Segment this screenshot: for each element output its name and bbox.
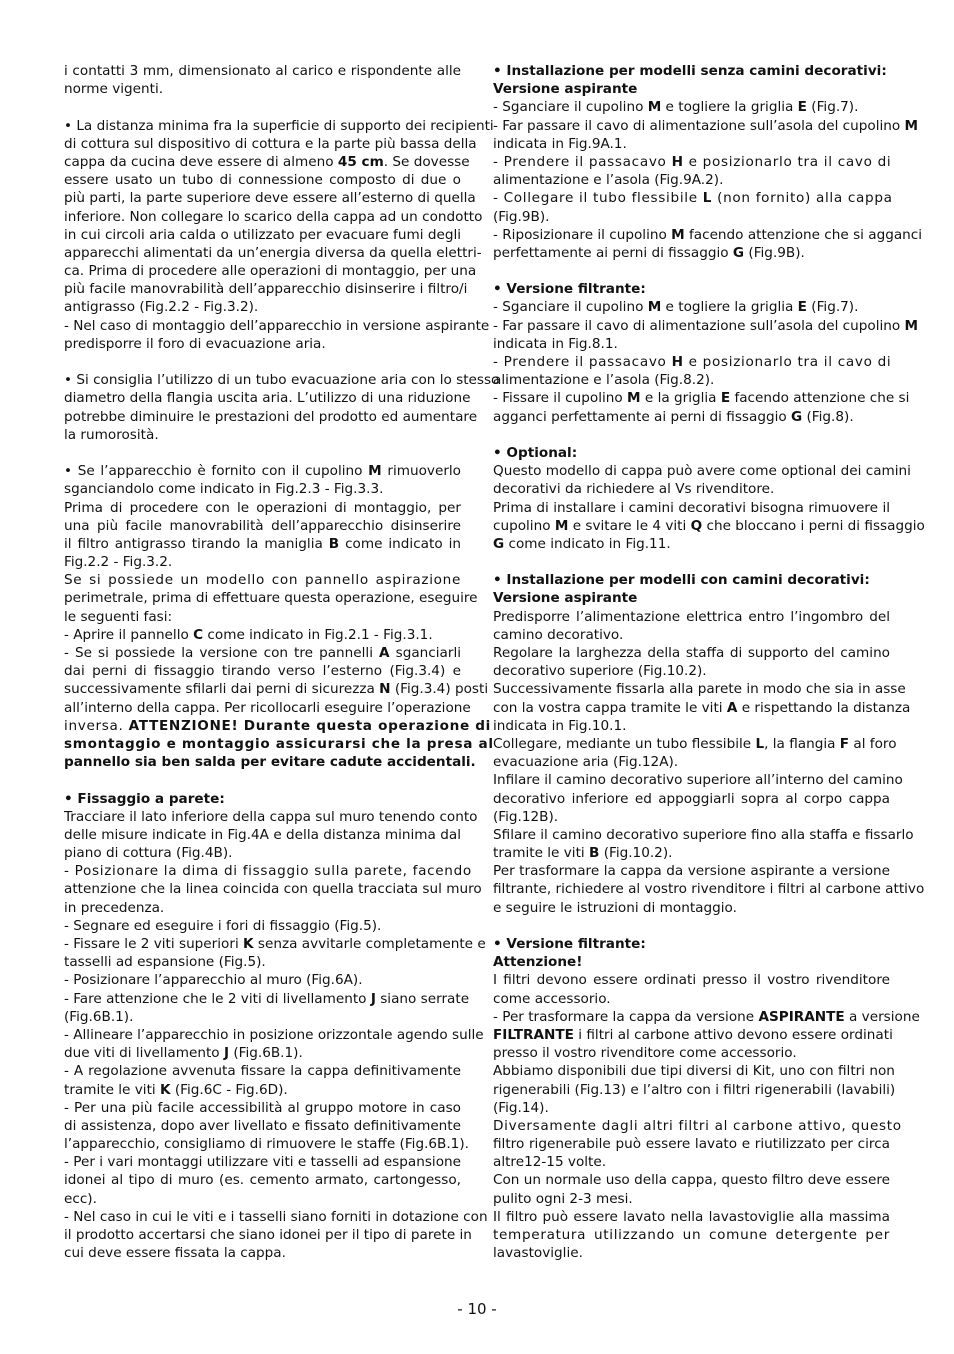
page-number: - 10 - [457, 1300, 497, 1318]
text-line [493, 408, 890, 426]
text-run: . Se dovesse [383, 153, 470, 170]
text-line: evacuazione aria (Fig.12A). [493, 754, 679, 771]
text-run: a versione [844, 1008, 920, 1025]
bold-text: • Optional: [493, 444, 578, 461]
text-line: (Fig.9B). [493, 208, 550, 225]
text-line: alimentazione e l’asola (Fig.9A.2). [493, 172, 724, 189]
text-line: Fig.2.2 - Fig.3.2. [64, 554, 173, 571]
bold-text: G [493, 535, 505, 552]
text-run: (Fig.6C - Fig.6D). [170, 1081, 288, 1098]
bold-text: K [243, 936, 254, 952]
text-line: (Fig.6B.1). [64, 1008, 134, 1025]
text-line: rigenerabili (Fig.13) e l’altro con i filtri rigenerabili (lavabili) [493, 1081, 896, 1098]
text-run: • Se l’apparecchio è fornito con il cupolino [64, 463, 369, 480]
bold-text: M [647, 99, 662, 116]
text-line: e seguire le istruzioni di montaggio. [493, 899, 737, 916]
text-run: cupolino [493, 517, 555, 534]
paragraph-gap [493, 426, 890, 444]
text-run: che bloccano i perni di fissaggio [702, 517, 925, 534]
text-line [64, 644, 461, 662]
bold-text: Attenzione! [493, 954, 583, 971]
bold-text: ATTENZIONE! Durante questa operazione di [128, 717, 492, 734]
text-run: - Far passare il cavo di alimentazione sull’asola del cupolino [493, 117, 905, 134]
left-column [64, 62, 500, 1262]
text-line: Questo modello di cappa può avere come optional dei camini [493, 463, 911, 480]
text-line: sganciandolo come indicato in Fig.2.3 - Fig.3.3. [64, 481, 384, 498]
text-line [493, 226, 923, 244]
bold-text: G [791, 408, 803, 425]
text-line: dai perni di fissaggio tirando verso l’esterno (Fig.3.4) e [64, 663, 461, 680]
text-line [493, 1008, 920, 1026]
text-run: cappa da cucina deve essere di almeno [64, 153, 338, 170]
bold-text: • Installazione per modelli senza camini decorativi: [493, 63, 887, 79]
text-line: presso il vostro rivenditore come accessorio. [493, 1045, 797, 1062]
text-run: come indicato in Fig.2.1 - Fig.3.1. [203, 626, 433, 643]
text-run: (Fig.10.2). [599, 845, 673, 862]
text-run: - Far passare il cavo di alimentazione sull’asola del cupolino [493, 317, 905, 334]
text-run: - Sganciare il cupolino [493, 299, 648, 316]
text-line [493, 444, 890, 462]
text-line: filtrante, richiedere al vostro rivenditore i filtri al carbone attivo [493, 881, 925, 898]
text-line [64, 462, 461, 480]
text-line: come accessorio. [493, 990, 611, 1007]
bold-text: M [368, 463, 382, 480]
text-run: inversa. [64, 717, 129, 734]
bold-text: L [755, 735, 765, 752]
text-line: Prima di procedere con le operazioni di montaggio, per [64, 499, 461, 516]
text-run: senza avvitarle completamente e [253, 936, 486, 952]
bold-text: B [589, 845, 600, 862]
text-line: lavastoviglie. [493, 1245, 583, 1262]
text-line [493, 317, 919, 335]
text-line: il prodotto accertarsi che siano idonei per il tipo di parete in [64, 1227, 472, 1243]
bold-text: C [193, 626, 204, 643]
text-run: tramite le viti [493, 845, 589, 862]
text-line: attenzione che la linea coincida con quella tracciata sul muro [64, 881, 482, 898]
bold-text: • Versione filtrante: [493, 281, 646, 298]
text-run: tramite le viti [64, 1081, 160, 1098]
text-line: cui deve essere fissata la cappa. [64, 1245, 286, 1262]
text-run: e rispettando la distanza [737, 699, 911, 716]
bold-text: • Fissaggio a parete: [64, 790, 225, 807]
text-line: I filtri devono essere ordinati presso il vostro rivenditore [493, 972, 890, 989]
text-line [493, 571, 890, 589]
text-line: di cottura sul dispositivo di cottura e la parte più bassa della [64, 135, 477, 152]
text-line: una più facile manovrabilità dell’apparecchio disinserire [64, 517, 461, 534]
text-run: e svitare le 4 viti [568, 517, 691, 534]
text-run: sganciarli [389, 645, 461, 661]
text-line: • Si consiglia l’utilizzo di un tubo evacuazione aria con lo stesso [64, 372, 500, 389]
text-run: facendo attenzione che si [730, 390, 910, 407]
text-line: indicata in Fig.10.1. [493, 717, 627, 734]
text-run: e togliere la griglia [661, 299, 798, 316]
text-run: Collegare, mediante un tubo flessibile [493, 735, 756, 752]
text-line [64, 990, 470, 1008]
text-run: (Fig.3.4) posti [390, 681, 489, 698]
text-run: - Prendere il passacavo [493, 153, 672, 170]
text-line: Successivamente fissarla alla parete in modo che sia in asse [493, 681, 906, 698]
text-run: come indicato in [339, 535, 461, 552]
bold-text: E [720, 390, 731, 407]
text-line: - Posizionare la dima di fissaggio sulla parete, facendo [64, 863, 472, 880]
text-line [64, 790, 461, 808]
text-run: successivamente sfilarli dai perni di sicurezza [64, 681, 380, 698]
text-line: decorativo inferiore ed appoggiarli sopra al corpo cappa [493, 790, 890, 807]
text-run: i filtri al carbone attivo devono essere ordinati [573, 1026, 893, 1043]
text-run: (Fig.8). [802, 408, 854, 425]
text-line: più parti, la parte superiore deve essere all’esterno di quella [64, 190, 476, 207]
bold-text: A [726, 699, 738, 716]
bold-text: H [671, 153, 684, 170]
text-line: temperatura utilizzando un comune detergente per [493, 1227, 890, 1243]
text-run: - Se si possiede la versione con tre pannelli [64, 645, 380, 661]
text-line: - Nel caso in cui le viti e i tasselli siano forniti in dotazione con [64, 1208, 488, 1225]
text-line: ca. Prima di procedere alle operazioni di montaggio, per una [64, 263, 477, 280]
bold-text: 45 cm [337, 153, 384, 170]
text-run: agganci perfettamente ai perni di fissaggio [493, 408, 792, 425]
bold-text: J [370, 990, 376, 1007]
right-column [493, 62, 925, 1262]
text-line: • La distanza minima fra la superficie di supporto dei recipienti [64, 117, 494, 134]
text-line [64, 935, 486, 953]
bold-text: M [904, 317, 919, 334]
bold-text: M [671, 226, 685, 243]
paragraph-gap [64, 444, 461, 462]
text-run: due viti di livellamento [64, 1045, 224, 1062]
text-run: il filtro antigrasso tirando la maniglia [64, 535, 329, 552]
text-line: - Nel caso di montaggio dell’apparecchio in versione aspirante [64, 317, 490, 334]
text-run: perfettamente ai perni di fissaggio [493, 244, 733, 261]
text-line: Sfilare il camino decorativo superiore fino alla staffa e fissarlo [493, 826, 914, 843]
text-line [493, 844, 890, 862]
text-line [493, 389, 910, 407]
text-line: norme vigenti. [64, 81, 164, 98]
text-line [493, 298, 890, 316]
text-line [64, 626, 461, 644]
text-line: diametro della flangia uscita aria. L’utilizzo di una riduzione [64, 390, 471, 407]
bold-text: B [328, 535, 340, 552]
text-line [64, 153, 470, 171]
text-run: rimuoverlo [381, 463, 462, 480]
text-run: facendo attenzione che si agganci [684, 226, 923, 243]
text-line: Regolare la larghezza della staffa di supporto del camino [493, 645, 890, 661]
text-run: (Fig.9B). [744, 244, 805, 261]
paragraph-gap [64, 771, 461, 789]
text-line: - A regolazione avvenuta fissare la cappa definitivamente [64, 1063, 461, 1080]
text-run: siano serrate [375, 990, 470, 1007]
text-line: Con un normale uso della cappa, questo filtro deve essere [493, 1172, 890, 1189]
bold-text: G [732, 244, 745, 261]
bold-text: Versione aspirante [493, 590, 638, 607]
text-line: piano di cottura (Fig.4B). [64, 845, 233, 862]
text-line: Diversamente dagli altri filtri al carbone attivo, questo [493, 1117, 902, 1134]
paragraph-gap [64, 98, 461, 116]
text-line: all’interno della cappa. Per ricollocarli eseguire l’operazione [64, 699, 471, 716]
text-line: - Posizionare l’apparecchio al muro (Fig.6A). [64, 972, 363, 989]
text-run: (Fig.7). [806, 99, 859, 116]
text-line [493, 62, 890, 80]
text-line: più facile manovrabilità dell’apparecchio disinserire i filtro/i [64, 281, 468, 298]
text-line: Per trasformare la cappa da versione aspirante a versione [493, 863, 890, 880]
text-line: idonei al tipo di muro (es. cemento armato, cartongesso, [64, 1172, 461, 1189]
text-line [493, 153, 890, 171]
text-line: essere usato un tubo di connessione composto di due o [64, 172, 461, 189]
bold-text: pannello sia ben salda per evitare cadute accidentali. [64, 754, 476, 771]
text-run: , la flangia [764, 735, 840, 752]
text-line [493, 589, 890, 607]
text-run: come indicato in Fig.11. [504, 535, 671, 552]
text-line: ecc). [64, 1190, 97, 1207]
bold-text: • Versione filtrante: [493, 936, 646, 952]
bold-text: M [627, 390, 641, 407]
text-run: - Fare attenzione che le 2 viti di livellamento [64, 990, 371, 1007]
text-run: e togliere la griglia [661, 99, 798, 116]
bold-text: A [379, 645, 390, 661]
text-run: - Prendere il passacavo [493, 354, 672, 370]
text-line [493, 1026, 893, 1044]
text-line: decorativo superiore (Fig.10.2). [493, 663, 707, 680]
text-line [493, 735, 897, 753]
text-line: indicata in Fig.9A.1. [493, 135, 627, 152]
text-line [493, 353, 890, 371]
text-line: i contatti 3 mm, dimensionato al carico e rispondente alle [64, 63, 461, 79]
text-line [64, 680, 489, 698]
bold-text: M [904, 117, 919, 134]
bold-text: J [223, 1045, 230, 1062]
text-run: (Fig.7). [806, 299, 859, 316]
text-line: - Allineare l’apparecchio in posizione orizzontale agendo sulle [64, 1026, 484, 1043]
text-line [64, 753, 476, 771]
bold-text: FILTRANTE [493, 1026, 574, 1043]
bold-text: L [702, 190, 713, 207]
text-line: l’apparecchio, consigliamo di rimuovere le staffe (Fig.6B.1). [64, 1136, 469, 1153]
text-line [64, 735, 494, 753]
text-line [493, 244, 890, 262]
text-line: Predisporre l’alimentazione elettrica entro l’ingombro del [493, 608, 890, 625]
text-line: inferiore. Non collegare lo scarico della cappa ad un condotto [64, 208, 483, 225]
bold-text: K [160, 1081, 171, 1098]
text-line: pulito ogni 2-3 mesi. [493, 1190, 633, 1207]
text-run: (non fornito) alla cappa [712, 190, 893, 207]
text-run: e posizionarlo tra il cavo di [683, 354, 892, 370]
bold-text: F [839, 735, 850, 752]
text-run: al foro [849, 735, 897, 752]
text-line: predisporre il foro di evacuazione aria. [64, 335, 326, 352]
bold-text: H [671, 354, 684, 370]
bold-text: M [554, 517, 569, 534]
text-line: di assistenza, dopo aver livellato e fissato definitivamente [64, 1117, 461, 1134]
text-line: in precedenza. [64, 899, 165, 916]
text-line: apparecchi alimentati da un’energia diversa da quella elettri- [64, 244, 482, 261]
text-line [493, 189, 893, 207]
text-run: e la griglia [640, 390, 721, 407]
text-run: - Fissare le 2 viti superiori [64, 936, 244, 952]
text-run: - Riposizionare il cupolino [493, 226, 672, 243]
text-line [64, 1081, 461, 1099]
text-line: - Segnare ed eseguire i fori di fissaggio (Fig.5). [64, 917, 382, 934]
text-line [493, 535, 890, 553]
paragraph-gap [493, 553, 890, 571]
text-line [493, 117, 919, 135]
text-line [493, 935, 890, 953]
text-line: - Per i vari montaggi utilizzare viti e tasselli ad espansione [64, 1154, 461, 1171]
text-line: indicata in Fig.8.1. [493, 335, 618, 352]
text-line: altre12-15 volte. [493, 1154, 607, 1171]
paragraph-gap [493, 262, 890, 280]
text-line [493, 517, 925, 535]
text-line: le seguenti fasi: [64, 608, 173, 625]
text-line [493, 98, 890, 116]
text-line: potrebbe diminuire le prestazioni del prodotto ed aumentare [64, 408, 478, 425]
text-run: - Collegare il tubo flessibile [493, 190, 703, 207]
text-run: - Aprire il pannello [64, 626, 194, 643]
text-run: e posizionarlo tra il cavo di [683, 153, 892, 170]
text-line: decorativi da richiedere al Vs rivenditore. [493, 481, 775, 498]
text-line: - Per una più facile accessibilità al gruppo motore in caso [64, 1099, 461, 1116]
text-line: Se si possiede un modello con pannello aspirazione [64, 572, 461, 589]
bold-text: Versione aspirante [493, 81, 638, 98]
paragraph-gap [64, 353, 461, 371]
bold-text: • Installazione per modelli con camini decorativi: [493, 572, 870, 589]
text-line: Prima di installare i camini decorativi bisogna rimuovere il [493, 499, 890, 516]
text-line: Il filtro può essere lavato nella lavastoviglie alla massima [493, 1208, 890, 1225]
text-line: (Fig.12B). [493, 808, 559, 825]
text-line: alimentazione e l’asola (Fig.8.2). [493, 372, 715, 389]
text-line: filtro rigenerabile può essere lavato e riutilizzato per circa [493, 1136, 890, 1153]
paragraph-gap [493, 917, 890, 935]
text-line: antigrasso (Fig.2.2 - Fig.3.2). [64, 299, 259, 316]
text-line: Abbiamo disponibili due tipi diversi di Kit, uno con filtri non [493, 1063, 895, 1080]
bold-text: smontaggio e montaggio assicurarsi che la presa al [64, 735, 494, 752]
text-line: perimetrale, prima di effettuare questa operazione, eseguire [64, 590, 478, 607]
text-line [64, 717, 492, 735]
text-run: - Sganciare il cupolino [493, 99, 648, 116]
text-line [64, 1044, 461, 1062]
text-run: (Fig.6B.1). [229, 1045, 303, 1062]
bold-text: ASPIRANTE [758, 1008, 845, 1025]
bold-text: N [379, 681, 391, 698]
text-line [493, 699, 911, 717]
text-line: la rumorosità. [64, 426, 159, 443]
text-line: (Fig.14). [493, 1099, 549, 1116]
text-line: delle misure indicate in Fig.4A e della distanza minima dal [64, 826, 461, 843]
bold-text: E [797, 299, 807, 316]
text-run: con la vostra cappa tramite le viti [493, 699, 727, 716]
text-line: tasselli ad espansione (Fig.5). [64, 954, 266, 971]
text-run: - Fissare il cupolino [493, 390, 628, 407]
text-line [493, 80, 890, 98]
text-line [493, 953, 890, 971]
bold-text: Q [690, 517, 703, 534]
text-line [64, 535, 461, 553]
bold-text: M [647, 299, 662, 316]
text-line: in cui circoli aria calda o utilizzato per evacuare fumi degli [64, 226, 461, 243]
text-run: - Per trasformare la cappa da versione [493, 1008, 759, 1025]
text-line: Infilare il camino decorativo superiore all’interno del camino [493, 772, 903, 789]
bold-text: E [797, 99, 807, 116]
text-line: Tracciare il lato inferiore della cappa sul muro tenendo conto [64, 808, 478, 825]
text-line: camino decorativo. [493, 626, 624, 643]
text-line [493, 280, 890, 298]
